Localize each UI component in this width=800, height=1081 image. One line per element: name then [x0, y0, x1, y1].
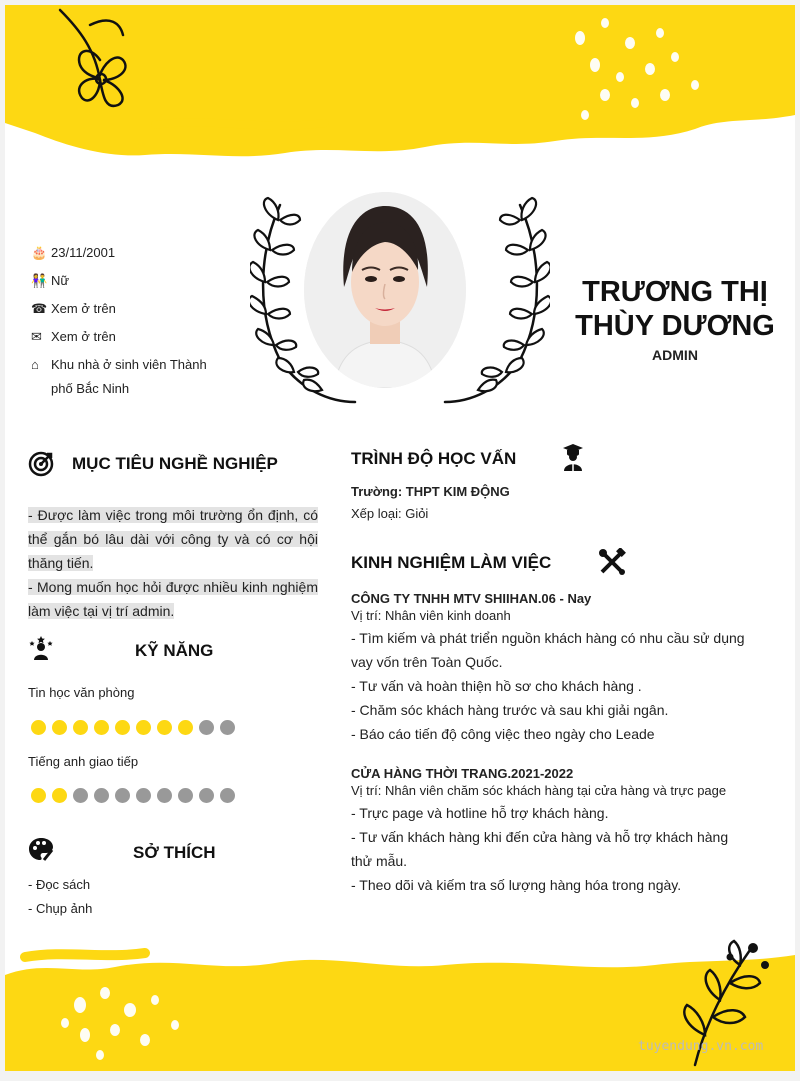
- job-2: [351, 765, 751, 897]
- education-info: [351, 481, 510, 525]
- envelope-icon: ✉: [31, 329, 42, 344]
- job-2-position: Vị trí: Nhân viên chăm sóc khách hàng tại cửa hàng và trực page: [351, 783, 727, 798]
- rating-dot-filled: [94, 720, 109, 735]
- skill-2-rating: [31, 788, 235, 803]
- address-row: [31, 353, 231, 401]
- job-1-task: - Tìm kiếm và phát triển nguồn khách hàng có nhu cầu sử dụng vay vốn trên Toàn Quốc.: [351, 630, 745, 670]
- job-1-task: - Tư vấn và hoàn thiện hồ sơ cho khách hàng .: [351, 678, 642, 694]
- target-icon: [28, 451, 54, 481]
- palette-icon: [28, 836, 54, 866]
- watermark: tuyendung.vn.com: [638, 1039, 764, 1054]
- objective-text: [28, 503, 318, 623]
- job-2-company: CỬA HÀNG THỜI TRANG.2021-2022: [351, 766, 574, 781]
- skills-title: KỸ NĂNG: [135, 641, 214, 660]
- birthday-cake-icon: 🎂: [31, 245, 48, 260]
- education-grade: Xếp loại: Giỏi: [351, 506, 429, 521]
- rating-dot-empty: [136, 788, 151, 803]
- rating-dot-filled: [52, 788, 67, 803]
- rating-dot-empty: [94, 788, 109, 803]
- birthday-text: 23/11/2001: [51, 245, 116, 260]
- rating-dot-filled: [136, 720, 151, 735]
- email-row: [31, 325, 231, 349]
- rating-dot-empty: [220, 720, 235, 735]
- rating-dot-empty: [178, 788, 193, 803]
- skill-1-rating: [31, 720, 235, 735]
- job-1-position: Vị trí: Nhân viên kinh doanh: [351, 608, 511, 623]
- education-school: Trường: THPT KIM ĐỘNG: [351, 484, 510, 499]
- address-text: Khu nhà ở sinh viên Thành phố Bắc Ninh: [51, 357, 207, 396]
- job-2-task: - Trực page và hotline hỗ trợ khách hàng.: [351, 805, 609, 821]
- top-paint-decoration: [5, 5, 795, 175]
- rating-dot-filled: [31, 720, 46, 735]
- email-text: Xem ở trên: [51, 329, 116, 344]
- tools-icon: [598, 548, 626, 580]
- hobby-item: - Chụp ảnh: [28, 901, 93, 916]
- rating-dot-filled: [115, 720, 130, 735]
- skills-star-person-icon: [28, 635, 54, 665]
- candidate-name: [565, 275, 785, 343]
- skill-2-label: Tiếng anh giao tiếp: [28, 754, 139, 769]
- candidate-role: ADMIN: [652, 347, 698, 363]
- birthday-row: [31, 241, 231, 265]
- portrait-image: [304, 192, 466, 388]
- rating-dot-empty: [73, 788, 88, 803]
- rating-dot-empty: [199, 788, 214, 803]
- profile-photo-frame: [250, 190, 550, 410]
- rating-dot-empty: [115, 788, 130, 803]
- name-line-2: THÙY DƯƠNG: [575, 310, 775, 342]
- job-2-task: - Theo dõi và kiếm tra số lượng hàng hóa trong ngày.: [351, 877, 682, 893]
- job-1-task: - Chăm sóc khách hàng trước và sau khi giải ngân.: [351, 702, 669, 718]
- rating-dot-empty: [157, 788, 172, 803]
- job-1-company: CÔNG TY TNHH MTV SHIIHAN.06 - Nay: [351, 591, 592, 606]
- rating-dot-filled: [178, 720, 193, 735]
- cv-page: [5, 5, 795, 1071]
- home-icon: ⌂: [31, 357, 39, 372]
- objective-title: MỤC TIÊU NGHỀ NGHIỆP: [72, 454, 278, 473]
- contact-info: [31, 241, 231, 401]
- skill-1-label: Tin học văn phòng: [28, 685, 135, 700]
- rating-dot-empty: [199, 720, 214, 735]
- hobby-list: [28, 873, 92, 921]
- job-1-task: - Báo cáo tiến độ công việc theo ngày cho Leade: [351, 726, 655, 742]
- rating-dot-filled: [52, 720, 67, 735]
- rating-dot-filled: [73, 720, 88, 735]
- phone-icon: ☎: [31, 301, 48, 316]
- objective-text-1: - Được làm việc trong môi trường ổn định, có thể gắn bó lâu dài với công ty và có cơ hội thăng tiến.: [28, 507, 318, 571]
- hobby-item: - Đọc sách: [28, 877, 91, 892]
- education-title: TRÌNH ĐỘ HỌC VẤN: [351, 449, 517, 468]
- experience-title: KINH NGHIỆM LÀM VIỆC: [351, 553, 552, 572]
- gender-text: Nữ: [51, 273, 70, 288]
- name-line-1: TRƯƠNG THỊ: [582, 276, 768, 308]
- job-1: [351, 590, 751, 746]
- avatar: [304, 192, 466, 388]
- graduate-icon: [562, 443, 584, 475]
- hobbies-title: SỞ THÍCH: [133, 843, 216, 862]
- phone-row: [31, 297, 231, 321]
- job-2-task: - Tư vấn khách hàng khi đến cửa hàng và hỗ trợ khách hàng thử mẫu.: [351, 829, 729, 869]
- gender-row: [31, 269, 231, 293]
- phone-text: Xem ở trên: [51, 301, 116, 316]
- rating-dot-empty: [220, 788, 235, 803]
- rating-dot-filled: [31, 788, 46, 803]
- rating-dot-filled: [157, 720, 172, 735]
- objective-text-2: - Mong muốn học hỏi được nhiều kinh nghiệm làm việc tại vị trí admin.: [28, 579, 318, 619]
- gender-icon: 👫: [31, 273, 48, 288]
